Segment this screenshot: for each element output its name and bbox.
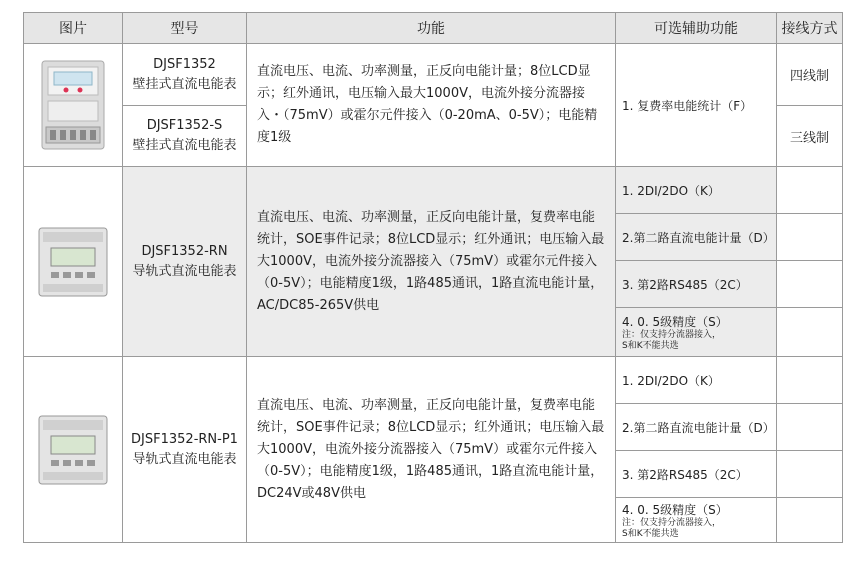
header-wiring: 接线方式 xyxy=(777,13,843,44)
wiring-cell xyxy=(777,261,843,308)
option-note: 注：仅支持分流器接入， xyxy=(622,329,722,340)
header-image: 图片 xyxy=(24,13,123,44)
option-label: 4. 0. 5级精度（S） xyxy=(622,314,728,329)
option-cell xyxy=(616,308,777,357)
wiring-cell xyxy=(777,404,843,451)
din-meter-icon xyxy=(33,410,113,490)
table-row xyxy=(24,167,843,214)
wiring-cell xyxy=(777,167,843,214)
option-cell: 1. 复费率电能统计（F） xyxy=(616,44,777,167)
model-cell xyxy=(123,44,247,106)
model-cell xyxy=(123,106,247,167)
wiring-cell xyxy=(777,357,843,404)
table-row xyxy=(24,44,843,106)
product-image-din-meter xyxy=(24,167,123,357)
function-cell: 直流电压、电流、功率测量，正反向电能计量，复费率电能统计，SOE事件记录；8位LCD显示；红外通讯；电压输入最大1000V，电流外接分流器接入（75mV）或霍尔元件接入（0-5V）；电能精度1级，1路485通讯，1路直流电能计量，DC24V或48V供电 xyxy=(247,357,616,543)
header-model: 型号 xyxy=(123,13,247,44)
model-code: DJSF1352-RN-P1 xyxy=(131,431,238,447)
option-cell: 1. 2DI/2DO（K） xyxy=(616,167,777,214)
model-name: 壁挂式直流电能表 xyxy=(132,138,237,153)
function-cell: 直流电压、电流、功率测量，正反向电能计量；8位LCD显示；红外通讯，电压输入最大1000V，电流外接分流器接入・（75mV）或霍尔元件接入（0-20mA、0-5V）；电能精度1级 xyxy=(247,44,616,167)
wiring-cell xyxy=(777,498,843,543)
option-note: S和K不能共选 xyxy=(622,528,679,539)
header-optional: 可选辅助功能 xyxy=(616,13,777,44)
model-code: DJSF1352-RN xyxy=(141,243,228,259)
wiring-cell xyxy=(777,451,843,498)
wiring-cell xyxy=(777,214,843,261)
model-name: 导轨式直流电能表 xyxy=(132,451,237,467)
din-meter-icon xyxy=(33,222,113,302)
option-cell: 3. 第2路RS485（2C） xyxy=(616,451,777,498)
model-cell xyxy=(123,357,247,543)
model-cell xyxy=(123,167,247,357)
model-name: 导轨式直流电能表 xyxy=(132,263,237,279)
option-note: 注：仅支持分流器接入， xyxy=(622,517,722,528)
wiring-cell: 四线制 xyxy=(777,44,843,106)
product-image-din-meter-p1 xyxy=(24,357,123,543)
option-label: 4. 0. 5级精度（S） xyxy=(622,502,728,517)
wiring-cell: 三线制 xyxy=(777,106,843,167)
model-name: 壁挂式直流电能表 xyxy=(132,76,237,92)
option-cell xyxy=(616,498,777,543)
option-cell: 3. 第2路RS485（2C） xyxy=(616,261,777,308)
table-row xyxy=(24,357,843,404)
option-cell: 2.第二路直流电能计量（D） xyxy=(616,214,777,261)
option-note: S和K不能共选 xyxy=(622,340,679,351)
header-function: 功能 xyxy=(247,13,616,44)
wall-meter-icon xyxy=(36,59,110,151)
option-cell: 1. 2DI/2DO（K） xyxy=(616,357,777,404)
wiring-cell xyxy=(777,308,843,357)
product-image-wall-meter xyxy=(24,44,123,167)
model-code: DJSF1352 xyxy=(153,56,216,72)
function-cell: 直流电压、电流、功率测量，正反向电能计量，复费率电能统计，SOE事件记录；8位LCD显示；红外通讯；电压输入最大1000V，电流外接分流器接入（75mV）或霍尔元件接入（0-5V）；电能精度1级，1路485通讯，1路直流电能计量，AC/DC85-265V供电 xyxy=(247,167,616,357)
product-table xyxy=(23,12,843,543)
header-row xyxy=(24,13,843,44)
option-cell: 2.第二路直流电能计量（D） xyxy=(616,404,777,451)
model-code: DJSF1352-S xyxy=(146,118,223,133)
